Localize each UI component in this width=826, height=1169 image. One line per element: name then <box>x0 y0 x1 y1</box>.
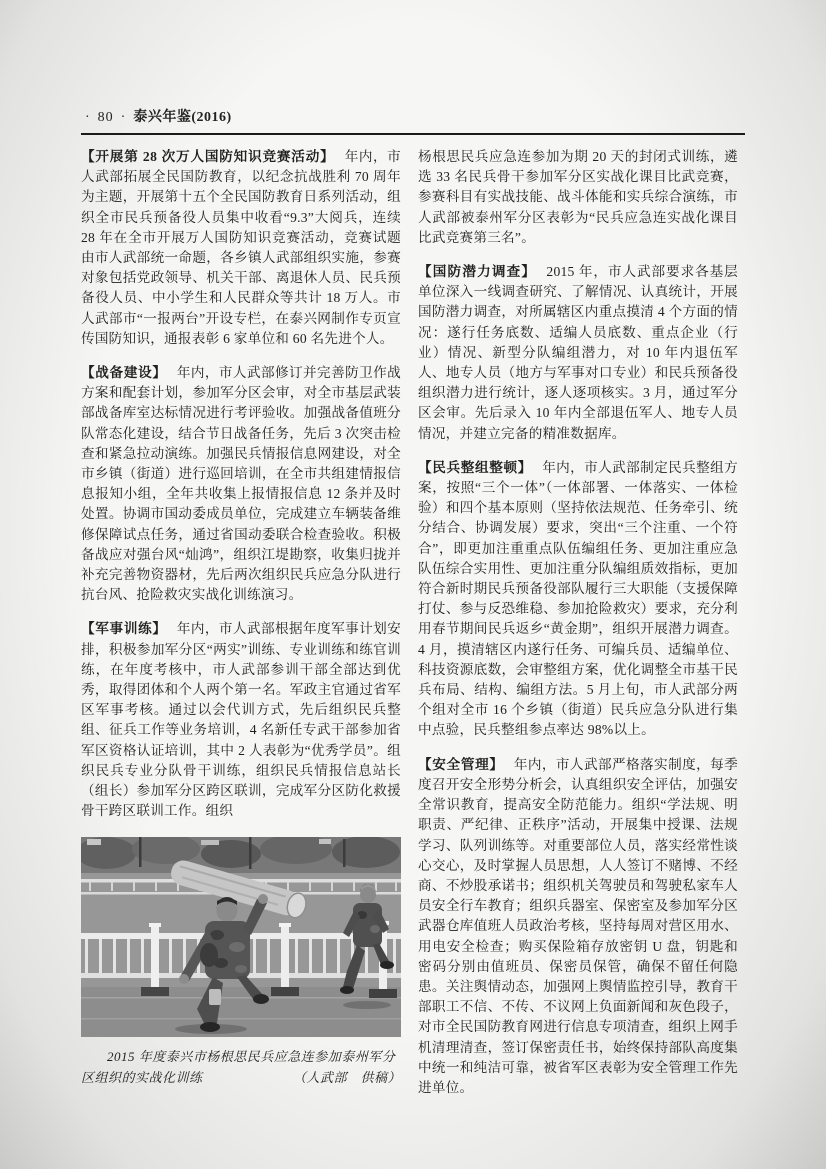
photo-credit: （人武部 供稿） <box>292 1069 401 1085</box>
section-title: 【军事训练】 <box>81 621 167 637</box>
section-text: 年内，市人武部制定民兵整组方案，按照“三个一体”（一体部署、一体落实、一体检验）和四个基本原则（坚持依法规范、任务牵引、统分结合、协调发展）要求，突出“三个注重、一个符合”，即更加注重重点队伍编组任务、更加注重应急队伍综合实用性、更加注重分队编组质效指标，更加符合新时期民兵预备役部队履行三大职能（支援保障打仗、参与反恐维稳、参加抢险救灾）要求，充分利用春节期间民兵返乡“黄金期”，组织开展潜力调查。4 月，摸清辖区内遂行任务、可编兵员、适编单位、科技资源底数，会审整组方案，优化调整全市基干民兵布局、结构、编组方法。5 月上旬，市人武部分两个组对全市 16 个乡镇（街道）民兵应急分队进行集中点验，民兵整组参点率达 98%以上。 <box>418 459 739 738</box>
photo-trees <box>81 837 401 873</box>
section-title: 【民兵整组整顿】 <box>418 459 532 475</box>
section-title: 【安全管理】 <box>418 756 504 772</box>
left-column <box>81 144 401 1098</box>
page-number: 80 <box>97 110 114 125</box>
section-safety-management <box>418 755 738 1098</box>
section-defense-potential-survey <box>418 262 738 444</box>
section-text: 2015 年，市人武部要求各基层单位深入一线调查研究、了解情况、认真统计，开展国防潜力调查，对所属辖区内重点摸清 4 个方面的情况：遂行任务底数、适编人员底数、重点企业（行业）情况、新型分队编组潜力，对 10 年内退伍军人、地专人员（地方与军事对口专业）和民兵预备役组织潜力进行统计，逐人逐项核实。3 月，通过军分区会审。先后录入 10 年内全部退伍军人、地专人员情况，并建立完备的精准数据库。 <box>418 264 738 441</box>
photo-pavement-line <box>81 997 401 999</box>
photo-pavement-line <box>81 1018 401 1020</box>
section-combat-readiness <box>81 363 401 605</box>
right-column <box>418 144 738 1098</box>
page-content <box>81 144 745 1098</box>
section-text: 年内，市人武部拓展全民国防教育，以纪念抗战胜利 70 周年为主题，开展第十五个全民国防教育日系列活动，组织全市民兵预备役人员集中收看“9.3”大阅兵，连续 28 年在全市开展万人国防知识竞赛活动，竞赛试题由市人武部统一命题，各乡镇人武部组织实施，参赛对象包括党政领导、机关干部、离退休人员、民兵预备役人员、中小学生和人民群众等共计 18 万人。市人武部市“一报两台”开设专栏，在泰兴网制作专页宣传国防知识，通报表彰 6 家单位和 60 名先进个人。 <box>81 149 402 346</box>
section-text: 年内，市人武部严格落实制度，每季度召开安全形势分析会，认真组织安全评估，加强安全常识教育，提高安全防范能力。组织“学法规、明职责、严纪律、正秩序”活动，开展集中授课、法规学习、队列训练等。对重要部位人员，落实经常性谈心交心，及时掌握人员思想，人人签订不赌博、不经商、不炒股承诺书；组织机关驾驶员和驾驶私家车人员安全行车教育；组织兵器室、保密室及参加军分区武器仓库值班人员政治考核，坚持每周对营区用水、用电安全检查；购买保险箱存放密钥 U 盘，钥匙和密码分别由值班员、保密员保管，确保不留任何隐患。关注舆情动态，加强网上舆情监控引导，教育干部职工不信、不传、不议网上负面新闻和灰色段子，对市全民国防教育网进行信息专项清查，组织上网手机清理清查，签订保密责任书，始终保持部队高度集中统一和纯洁可靠，被省军区表彰为安全管理工作先进单位。 <box>418 756 739 1095</box>
section-title: 【国防潜力调查】 <box>418 264 537 280</box>
section-knowledge-contest <box>81 147 401 349</box>
section-text: 年内，市人武部根据年度军事计划安排，积极参加军分区“两实”训练、专业训练和练官训练，在年度考核中，市人武部参训干部全部达到优秀，取得团体和个人两个第一名。军政主官通过省军区军事考核。通过以会代训方式，先后组织民兵整组、征兵工作等业务培训，4 名新任专武干部参加省军区资格认证培训，其中 2 人表彰为“优秀学员”。组织民兵专业分队骨干训练，组织民兵情报信息站长（组长）参加军分区跨区联训，完成军分区防化救援骨干跨区联训工作。组织 <box>81 621 402 819</box>
section-title: 【战备建设】 <box>81 365 167 381</box>
photo-caption-line1: 2015 年度泰兴市杨根思民兵应急连参加泰州军分 <box>107 1048 396 1064</box>
page-header <box>81 106 745 126</box>
header-separator: · <box>120 110 127 125</box>
book-title: 泰兴年鉴(2016) <box>133 110 232 125</box>
header-separator: · <box>85 110 91 125</box>
photo-caption <box>81 1046 401 1088</box>
photo-caption-line2: 区组织的实战化训练 <box>81 1069 203 1085</box>
continuation-paragraph: 杨根思民兵应急连参加为期 20 天的封闭式训练，遴选 33 名民兵骨干参加军分区实战化课目比武竞赛，参赛科目有实战技能、战斗体能和实兵综合演练，市人武部被泰州军分区表彰为“民兵应急连实战化课目比武竞赛第三名”。 <box>418 149 738 245</box>
training-photo <box>81 837 401 1037</box>
section-military-training <box>81 619 401 821</box>
training-photo-figure <box>81 837 401 1088</box>
section-militia-reorganization <box>418 458 738 741</box>
header-rule <box>81 133 745 135</box>
section-text: 年内，市人武部修订并完善防卫作战方案和配套计划，参加军分区会审，对全市基层武装部战备库室达标情况进行考评验收。加强战备值班分队常态化建设，结合节日战备任务，先后 3 次突击检查和紧急拉动演练。加强民兵情报信息网建设，对全市乡镇（街道）进行巡回培训，在全市共组建情报信息报知小组，全年共收集上报情报信息 12 条并及时处置。协调市国动委成员单位，完成建立车辆装备维修保障试点任务，通过省国动委联合检查验收。积极备战应对强台风“灿鸿”，组织江堤勘察，收集归拢并补充完善物资器材，先后两次组织民兵应急分队进行抗台风、抢险救灾实战化训练演习。 <box>81 365 402 603</box>
section-title: 【开展第 28 次万人国防知识竞赛活动】 <box>81 149 335 164</box>
